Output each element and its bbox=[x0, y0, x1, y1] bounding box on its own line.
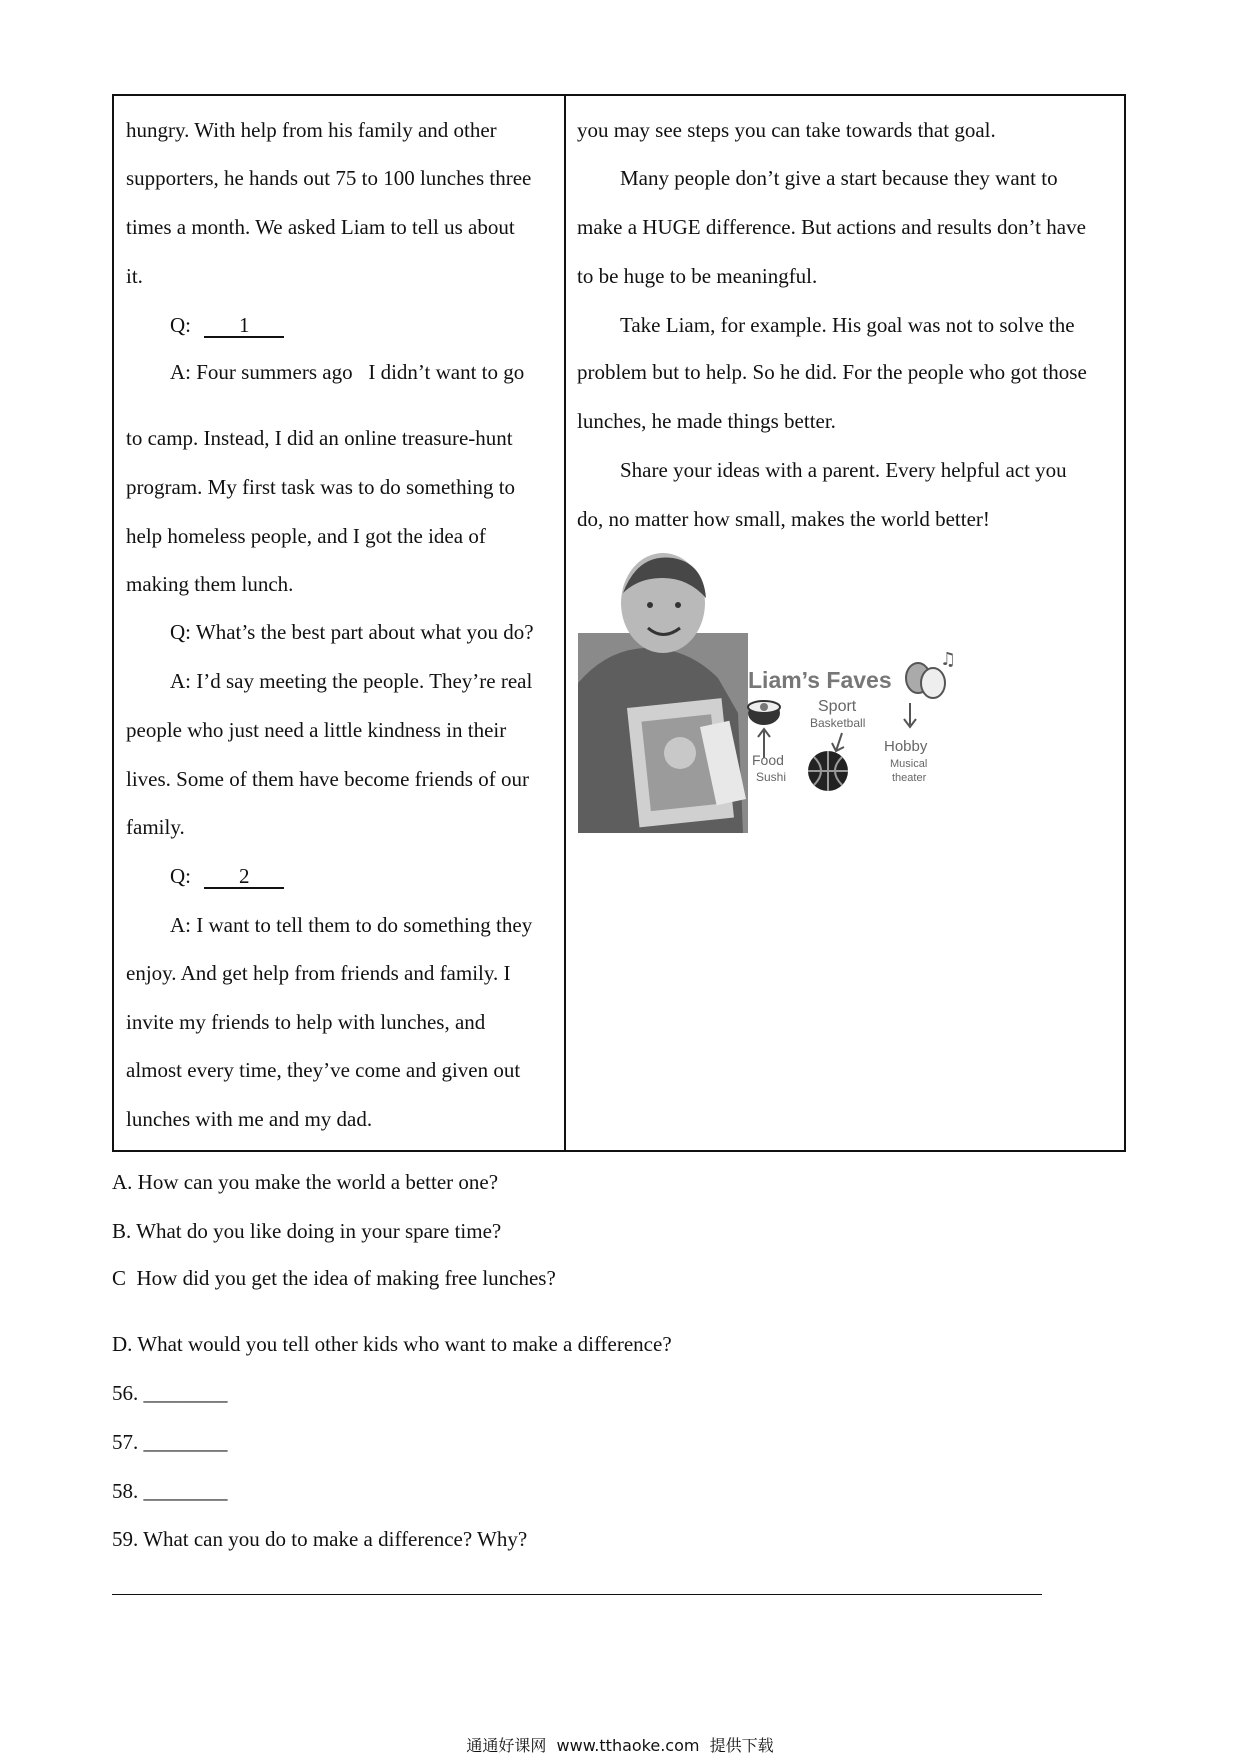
right-line: lunches, he made things better. bbox=[577, 409, 836, 433]
svg-text:♫: ♫ bbox=[940, 649, 957, 670]
question-prefix: Q: bbox=[170, 864, 191, 888]
left-line: people who just need a little kindness in their bbox=[126, 718, 507, 742]
faves-title: Liam’s Faves bbox=[748, 667, 892, 693]
blank-1: 1 bbox=[204, 314, 284, 338]
question-57 bbox=[112, 1430, 228, 1454]
left-line: A: I want to tell them to do something they bbox=[170, 913, 533, 937]
left-line: supporters, he hands out 75 to 100 lunches three bbox=[126, 166, 532, 190]
option-d: D. What would you tell other kids who want to make a difference? bbox=[112, 1332, 672, 1356]
hobby-value-2: theater bbox=[892, 772, 927, 784]
basketball-icon bbox=[808, 751, 848, 791]
arrow-icon bbox=[904, 703, 916, 727]
food-value: Sushi bbox=[756, 770, 787, 784]
question-number: 56. bbox=[112, 1381, 139, 1405]
option-a: A. How can you make the world a better one? bbox=[112, 1170, 499, 1194]
left-line: enjoy. And get help from friends and family. I bbox=[126, 961, 511, 985]
right-line: Share your ideas with a parent. Every helpful act you bbox=[620, 458, 1067, 482]
column-divider bbox=[564, 96, 566, 1150]
right-line: problem but to help. So he did. For the people who got those bbox=[577, 360, 1087, 384]
option-b: B. What do you like doing in your spare time? bbox=[112, 1219, 502, 1243]
sport-value: Basketball bbox=[810, 716, 866, 730]
left-line: lunches with me and my dad. bbox=[126, 1107, 373, 1131]
question-1 bbox=[170, 313, 284, 338]
left-line: help homeless people, and I got the idea of bbox=[126, 524, 486, 548]
question-number: 58. bbox=[112, 1479, 139, 1503]
music-theater-icon bbox=[906, 649, 956, 698]
question-56 bbox=[112, 1381, 228, 1405]
right-line: Many people don’t give a start because they want to bbox=[620, 166, 1058, 190]
liam-photo bbox=[578, 553, 748, 833]
question-58 bbox=[112, 1479, 228, 1503]
left-line: A: I’d say meeting the people. They’re real bbox=[170, 669, 533, 693]
answer-line-59[interactable] bbox=[112, 1594, 1042, 1595]
answer-1-first: A: Four summers ago I didn’t want to go bbox=[170, 360, 525, 384]
left-line: almost every time, they’ve come and given out bbox=[126, 1058, 521, 1082]
question-prefix: Q: bbox=[170, 313, 191, 337]
right-line: do, no matter how small, makes the world better! bbox=[577, 507, 990, 531]
sport-label: Sport bbox=[818, 698, 857, 715]
question-59: 59. What can you do to make a difference? Why? bbox=[112, 1527, 528, 1551]
answer-blank-56[interactable]: ________ bbox=[143, 1381, 228, 1405]
liam-photo-faves bbox=[578, 553, 958, 833]
question-2 bbox=[170, 864, 284, 889]
right-line: Take Liam, for example. His goal was not to solve the bbox=[620, 313, 1075, 337]
answer-blank-58[interactable]: ________ bbox=[143, 1479, 228, 1503]
right-line: to be huge to be meaningful. bbox=[577, 264, 818, 288]
right-line: you may see steps you can take towards that goal. bbox=[577, 118, 996, 142]
hobby-label: Hobby bbox=[884, 738, 928, 755]
option-c: C How did you get the idea of making free lunches? bbox=[112, 1266, 556, 1290]
right-line: make a HUGE difference. But actions and results don’t have bbox=[577, 215, 1086, 239]
left-line: lives. Some of them have become friends of our bbox=[126, 767, 529, 791]
answer-blank-57[interactable]: ________ bbox=[143, 1430, 228, 1454]
left-line: invite my friends to help with lunches, and bbox=[126, 1010, 486, 1034]
blank-2: 2 bbox=[204, 865, 284, 889]
left-line: hungry. With help from his family and other bbox=[126, 118, 497, 142]
question-best-part: Q: What’s the best part about what you do? bbox=[170, 620, 534, 644]
left-line: program. My first task was to do something to bbox=[126, 475, 516, 499]
page-footer: 通通好课网 www.tthaoke.com 提供下载 bbox=[466, 1736, 774, 1755]
left-line: to camp. Instead, I did an online treasure-hunt bbox=[126, 426, 513, 450]
hobby-value-1: Musical bbox=[890, 758, 928, 770]
food-label: Food bbox=[752, 752, 784, 768]
arrow-icon bbox=[832, 733, 844, 751]
left-line: making them lunch. bbox=[126, 572, 294, 596]
left-line: times a month. We asked Liam to tell us about bbox=[126, 215, 515, 239]
left-line: it. bbox=[126, 264, 143, 288]
question-number: 57. bbox=[112, 1430, 139, 1454]
sushi-icon bbox=[748, 701, 780, 758]
left-line: family. bbox=[126, 815, 185, 839]
